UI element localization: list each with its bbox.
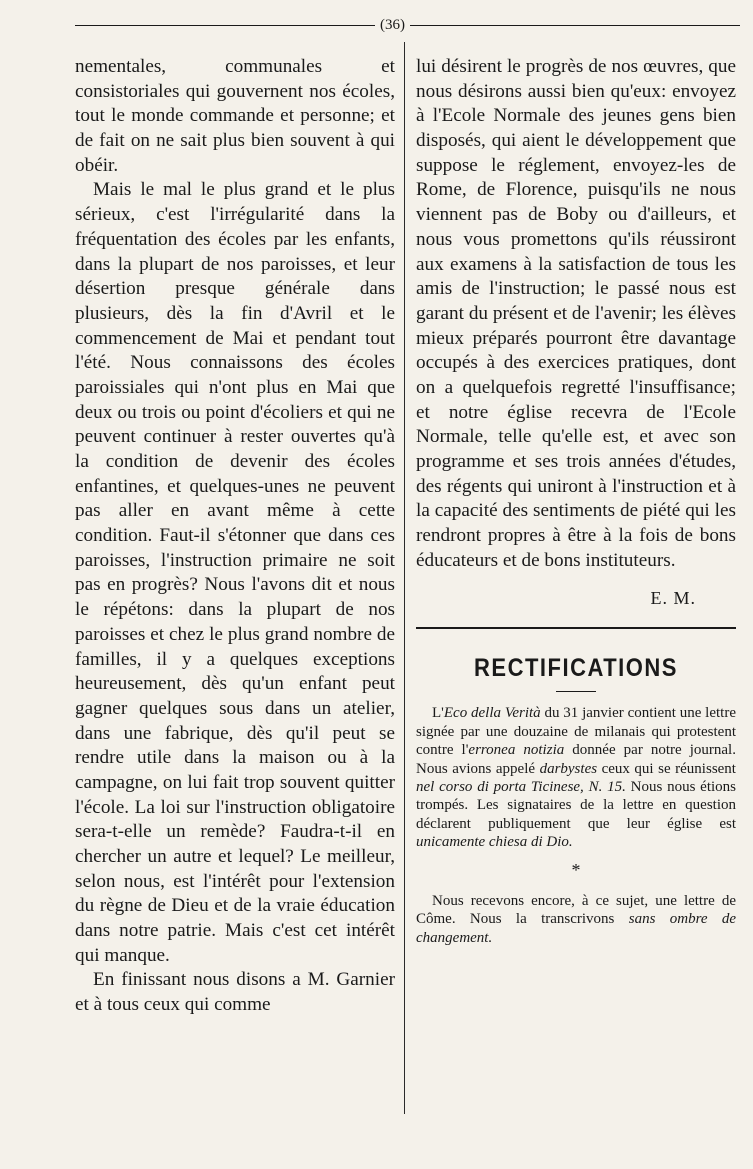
- section-title: RECTIFICATIONS: [474, 653, 678, 683]
- title-underline: [556, 691, 596, 692]
- rect2-italic-1: sans ombre de changement.: [416, 911, 737, 946]
- right-column: [416, 55, 736, 947]
- rect1-text-2: du 31 janvier contient une lettre signée par une douzaine de milanais qui protestent contre l': [416, 705, 736, 759]
- left-column: [75, 55, 395, 1018]
- rectification-paragraph-1: [416, 704, 736, 851]
- asterisk-separator: *: [571, 859, 581, 880]
- right-paragraph: lui désirent le progrès de nos œuvres, que nous désirons aussi bien qu'eux: envoyez à l'Ecole Normale des jeunes gens bien disposés, qui aient le développement que suppose le réglement, envoyez-les de Rome, de Florence, puisqu'ils ne nous viennent pas de Boby ou d'ailleurs, et nous vous promettons qu'ils réussiront aux examens à la satisfaction de tous les amis de l'instruction; le passé nous est garant du présent et de l'avenir; les élèves mieux préparés pourront être davantage occupés à des exercices pratiques, dont on a quelquefois regretté l'insuffisance; et notre église recevra de l'Ecole Normale, telle qu'elle est, et avec son programme et ses trois années d'études, des régents qui uniront à l'instruction et à la capacité des sentiments de piété qui les rendront propres à être à la fois de bons éducateurs et de bons instituteurs.: [416, 56, 736, 571]
- page-number: (36): [380, 17, 405, 33]
- left-paragraph-1: nementales, communales et consistoriales qui gouvernent nos écoles, tout le monde commande et personne; et de fait on ne sait plus bien souvent à qui obéir.: [75, 56, 395, 176]
- rectification-paragraph-2: [416, 892, 736, 947]
- header-rule-right: [410, 25, 740, 26]
- rect1-italic-3: darbystes: [539, 760, 598, 777]
- left-paragraph-2: Mais le mal le plus grand et le plus sérieux, c'est l'irrégularité dans la fréquentation des écoles par les enfants, dans la plupart de nos paroisses, et leur désertion presque générale dans plusieurs, dès la fin d'Avril et le commencement de Mai et pendant tout l'été. Nous connaissons des écoles paroissiales qui n'ont plus en Mai que deux ou trois ou point d'écoliers et qui ne peuvent continuer à rester ouvertes qu'à la condition de devenir des écoles enfantines, et quelques-unes ne peuvent pas aller en avant même à cette condition. Faut-il s'étonner que dans ces paroisses, l'instruction primaire ne soit pas en progrès? Nous l'avons dit et nous le répétons: dans la plupart de nos paroisses et chez le plus grand nombre de familles, il y a quelques exceptions heureusement, dès qu'un enfant peut gagner quelques sous dans un atelier, dans une fabrique, dès qu'il peut se rendre utile dans la maison ou à la campagne, on lui fait trop souvent quitter l'école. La loi sur l'instruction obligatoire sera-t-elle un remède? Faudra-t-il en chercher un autre et lequel? Le meilleur, selon nous, est l'intérêt pour l'extension du règne de Dieu et de la vraie éducation dans notre patrie. Mais c'est cet intérêt qui manque.: [75, 179, 395, 966]
- signature: E. M.: [650, 588, 696, 609]
- rect1-text-4: ceux qui se réunissent: [597, 760, 736, 777]
- left-paragraph-3: En finissant nous disons a M. Garnier et à tous ceux qui comme: [75, 969, 395, 1016]
- rect1-text-3: donnée par notre journal. Nous avions appelé: [416, 742, 736, 777]
- section-divider: [416, 627, 736, 629]
- rect1-italic-1: Eco della Verità: [443, 705, 541, 722]
- column-divider: [404, 42, 405, 1114]
- rect2-text-1: Nous recevons encore, à ce sujet, une lettre de Côme. Nous la transcrivons: [416, 892, 736, 928]
- page-header: [75, 14, 740, 36]
- header-rule-left: [75, 25, 375, 26]
- rect1-text-1: L': [432, 705, 444, 722]
- rect1-italic-4: nel corso di porta Ticinese, N. 15.: [416, 779, 626, 796]
- rect1-italic-5: unicamente chiesa di Dio.: [416, 834, 573, 851]
- rect1-text-5: Nous nous étions trompés. Les signataires de la lettre en question déclarent publiquement que leur église est: [416, 779, 736, 832]
- rect1-italic-2: erronea notizia: [468, 742, 565, 759]
